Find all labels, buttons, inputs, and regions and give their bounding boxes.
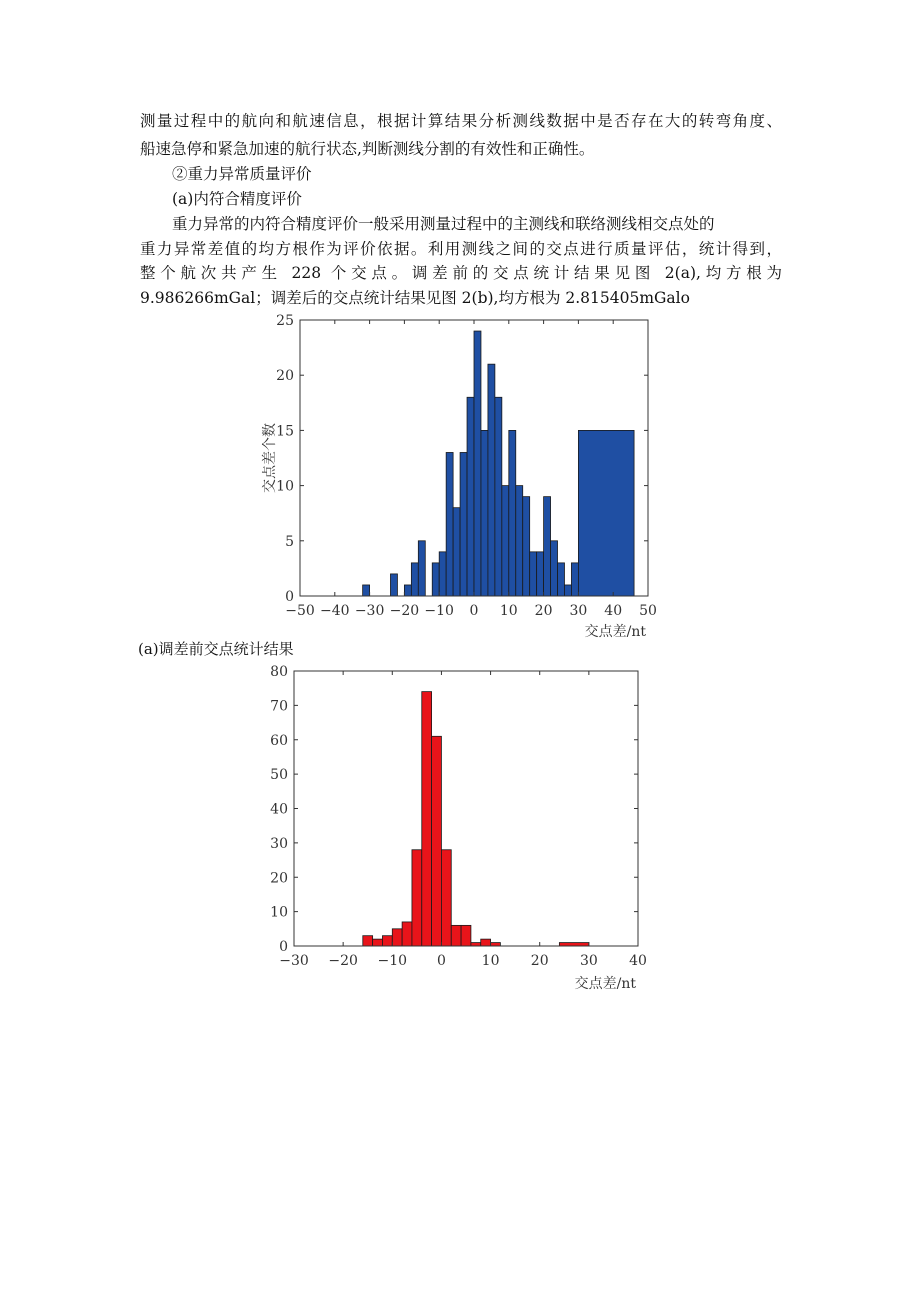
x-tick-label: 10 bbox=[499, 603, 518, 619]
histogram-bar bbox=[474, 331, 481, 596]
x-tick-label: 10 bbox=[481, 953, 500, 969]
y-axis-label: 交点差个数 bbox=[262, 423, 278, 493]
histogram-bar bbox=[551, 541, 558, 596]
y-tick-label: 40 bbox=[270, 801, 288, 818]
histogram-bar bbox=[502, 486, 509, 596]
x-tick-label: 0 bbox=[469, 603, 479, 619]
x-tick-label: −40 bbox=[320, 603, 350, 619]
y-tick-label: 10 bbox=[270, 904, 288, 921]
x-tick-label: 20 bbox=[530, 953, 549, 969]
y-tick-label: 0 bbox=[285, 589, 294, 605]
histogram-bar bbox=[537, 552, 544, 596]
histogram-bar bbox=[451, 925, 461, 946]
histogram-bar bbox=[363, 585, 370, 596]
section-heading: ②重力异常质量评价 bbox=[172, 165, 312, 183]
histogram-bar bbox=[432, 563, 439, 596]
histogram-bar bbox=[564, 585, 571, 596]
histogram-bar bbox=[392, 929, 402, 946]
y-tick-label: 30 bbox=[270, 835, 288, 852]
x-tick-label: −30 bbox=[354, 603, 385, 619]
figure-caption-a: (a)调差前交点统计结果 bbox=[138, 640, 294, 658]
histogram-bar bbox=[481, 430, 488, 596]
y-tick-label: 20 bbox=[276, 368, 294, 385]
histogram-after-adjustment bbox=[262, 660, 662, 990]
plot-frame bbox=[294, 671, 638, 946]
histogram-before-adjustment bbox=[250, 308, 670, 640]
y-tick-label: 70 bbox=[270, 698, 288, 715]
x-tick-label: 40 bbox=[629, 953, 647, 969]
x-tick-label: −50 bbox=[285, 603, 315, 619]
x-tick-label: −10 bbox=[377, 953, 408, 969]
histogram-bar bbox=[571, 563, 578, 596]
histogram-bar bbox=[412, 850, 422, 946]
y-tick-label: 25 bbox=[276, 313, 294, 329]
paragraph-line: 重力异常差值的均方根作为评价依据。利用测线之间的交点进行质量评估，统计得到， bbox=[140, 240, 782, 258]
x-tick-label: 20 bbox=[534, 603, 553, 619]
paragraph-line: 整个航次共产生 228 个交点。调差前的交点统计结果见图 2(a),均方根为 bbox=[140, 264, 782, 282]
histogram-bar bbox=[467, 397, 474, 596]
y-tick-label: 50 bbox=[270, 767, 288, 784]
histogram-bar bbox=[373, 939, 383, 946]
histogram-bar bbox=[402, 922, 412, 946]
histogram-bar bbox=[460, 452, 467, 596]
histogram-bar bbox=[432, 736, 442, 946]
y-tick-label: 80 bbox=[270, 664, 288, 680]
x-tick-label: −20 bbox=[328, 953, 358, 969]
histogram-bar bbox=[558, 563, 565, 596]
histogram-bar bbox=[559, 943, 588, 946]
x-tick-label: 40 bbox=[604, 603, 623, 619]
histogram-bar bbox=[516, 486, 523, 596]
histogram-bar bbox=[578, 430, 634, 596]
histogram-bar bbox=[411, 563, 418, 596]
histogram-bar bbox=[488, 364, 495, 596]
histogram-bar bbox=[523, 497, 530, 596]
histogram-bar bbox=[453, 508, 460, 596]
histogram-bar bbox=[481, 939, 491, 946]
histogram-bar bbox=[418, 541, 425, 596]
x-axis-label: 交点差/nt bbox=[574, 976, 636, 990]
histogram-bar bbox=[509, 430, 516, 596]
x-tick-label: 0 bbox=[436, 953, 446, 969]
paragraph-line: 重力异常的内符合精度评价一般采用测量过程中的主测线和联络测线相交点处的 bbox=[172, 215, 715, 233]
y-tick-label: 60 bbox=[270, 732, 288, 749]
histogram-bar bbox=[363, 936, 373, 946]
y-tick-label: 20 bbox=[270, 870, 288, 887]
histogram-bar bbox=[439, 552, 446, 596]
y-tick-label: 15 bbox=[276, 423, 294, 440]
histogram-bar bbox=[495, 397, 502, 596]
x-axis-label: 交点差/nt bbox=[584, 624, 646, 640]
histogram-bar bbox=[491, 943, 501, 946]
histogram-bar bbox=[441, 850, 451, 946]
paragraph-line: 测量过程中的航向和航速信息，根据计算结果分析测线数据中是否存在大的转弯角度、 bbox=[140, 112, 782, 130]
histogram-bar bbox=[446, 452, 453, 596]
histogram-bar bbox=[544, 497, 551, 596]
x-tick-label: −10 bbox=[424, 603, 454, 619]
y-tick-label: 10 bbox=[276, 478, 294, 495]
histogram-bar bbox=[390, 574, 397, 596]
histogram-bar bbox=[530, 552, 537, 596]
histogram-bar bbox=[422, 692, 432, 946]
x-tick-label: 30 bbox=[569, 603, 588, 619]
y-tick-label: 5 bbox=[285, 533, 294, 550]
histogram-bar bbox=[471, 943, 481, 946]
histogram-bar bbox=[382, 936, 392, 946]
x-tick-label: −30 bbox=[279, 953, 309, 969]
subsection-heading: (a)内符合精度评价 bbox=[172, 190, 302, 208]
y-tick-label: 0 bbox=[279, 939, 288, 955]
x-tick-label: 50 bbox=[639, 603, 657, 619]
paragraph-line: 船速急停和紧急加速的航行状态,判断测线分割的有效性和正确性。 bbox=[140, 140, 595, 158]
x-tick-label: 30 bbox=[579, 953, 598, 969]
histogram-bar bbox=[404, 585, 411, 596]
x-tick-label: −20 bbox=[389, 603, 420, 619]
histogram-bar bbox=[461, 925, 471, 946]
paragraph-line: 9.986266mGal；调差后的交点统计结果见图 2(b),均方根为 2.815405mGalo bbox=[140, 289, 690, 307]
